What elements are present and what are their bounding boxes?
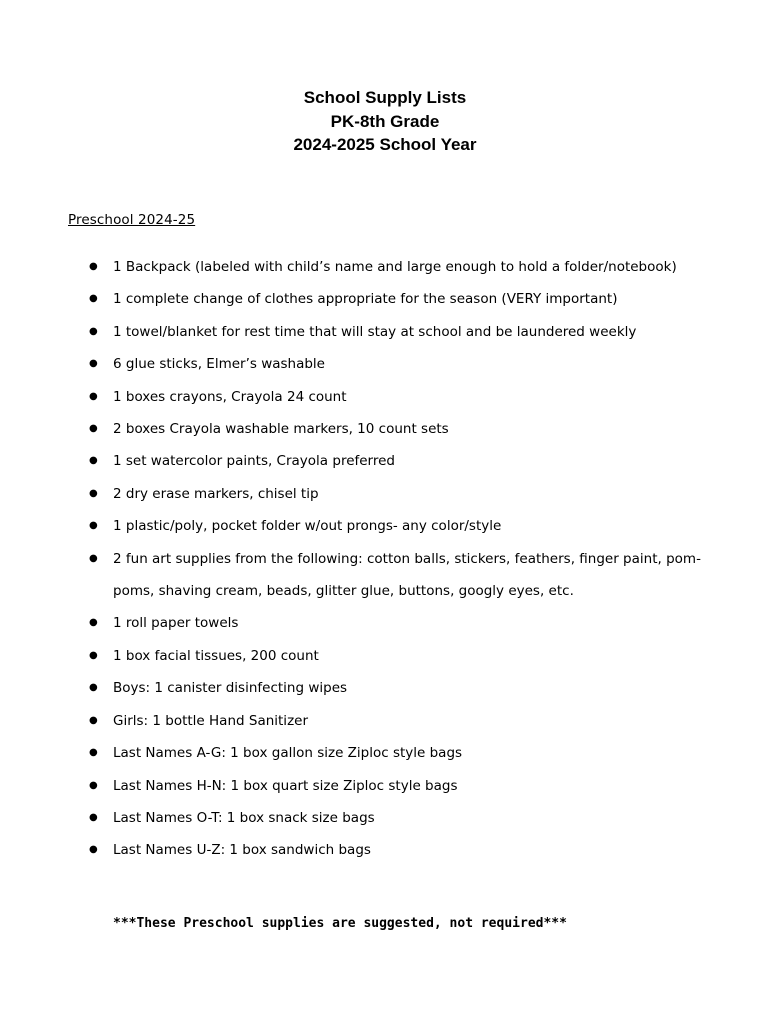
list-item-text: 1 roll paper towels — [113, 615, 239, 632]
bullet-dot-icon: ● — [89, 390, 98, 402]
list-item-text: Boys: 1 canister disinfecting wipes — [113, 680, 348, 697]
list-item-text: 2 dry erase markers, chisel tip — [113, 485, 319, 502]
list-item-text: 1 Backpack (labeled with child’s name and large enough to hold a folder/notebook) — [113, 259, 677, 275]
list-item — [0, 640, 770, 672]
header-school-year: 2024-2025 School Year — [293, 135, 477, 154]
list-item-text: Last Names O-T: 1 box snack size bags — [113, 809, 375, 826]
bullet-dot-icon: ● — [89, 325, 98, 337]
list-item-text: Last Names H-N: 1 box quart size Ziploc style bags — [113, 777, 458, 794]
list-item-text: 1 box facial tissues, 200 count — [113, 647, 319, 664]
list-item-text: Girls: 1 bottle Hand Sanitizer — [113, 712, 309, 729]
bullet-dot-icon: ● — [89, 682, 98, 694]
list-item-text: 1 boxes crayons, Crayola 24 count — [113, 388, 347, 405]
list-item — [0, 413, 770, 445]
bullet-dot-icon: ● — [89, 455, 98, 467]
bullet-dot-icon: ● — [89, 261, 98, 272]
list-item — [0, 834, 770, 866]
header-title: School Supply Lists — [303, 88, 467, 107]
list-item-text: 1 set watercolor paints, Crayola preferred — [113, 453, 396, 470]
list-item — [0, 705, 770, 737]
list-item-text: 2 boxes Crayola washable markers, 10 count sets — [113, 421, 449, 438]
list-item — [0, 251, 770, 283]
bullet-dot-icon: ● — [89, 358, 98, 370]
bullet-dot-icon: ● — [89, 293, 98, 305]
list-item — [0, 672, 770, 704]
header-grade-range: PK-8th Grade — [330, 111, 440, 131]
bullet-dot-icon: ● — [89, 747, 98, 759]
list-item — [0, 283, 770, 315]
list-item — [0, 543, 770, 608]
document-header — [0, 86, 770, 157]
list-item-text: 1 complete change of clothes appropriate for the season (VERY important) — [113, 291, 618, 308]
bullet-dot-icon: ● — [89, 520, 98, 532]
footer-note: ***These Preschool supplies are suggested, not required*** — [113, 916, 567, 931]
list-item-text: Last Names A-G: 1 box gallon size Ziploc style bags — [113, 745, 463, 762]
list-item — [0, 316, 770, 348]
list-item — [0, 510, 770, 542]
bullet-dot-icon: ● — [89, 552, 98, 564]
section-title-preschool: Preschool 2024-25 — [68, 212, 196, 228]
list-item-text: 1 plastic/poly, pocket folder w/out prongs- any color/style — [113, 518, 502, 535]
bullet-dot-icon: ● — [89, 844, 98, 856]
list-item — [0, 770, 770, 802]
bullet-dot-icon: ● — [89, 487, 98, 499]
list-item-text: 1 towel/blanket for rest time that will stay at school and be laundered weekly — [113, 323, 637, 340]
list-item — [0, 802, 770, 834]
list-item-text: Last Names U-Z: 1 box sandwich bags — [113, 842, 371, 859]
list-item — [0, 445, 770, 477]
list-item — [0, 607, 770, 639]
list-item — [0, 348, 770, 380]
bullet-dot-icon: ● — [89, 649, 98, 661]
bullet-dot-icon: ● — [89, 779, 98, 791]
supply-list — [0, 251, 770, 867]
list-item-text: 2 fun art supplies from the following: cotton balls, stickers, feathers, finger paint, pom-poms, shaving cream, beads, glitter glue, buttons, googly eyes, etc. — [113, 550, 701, 600]
bullet-dot-icon: ● — [89, 714, 98, 726]
list-item — [0, 737, 770, 769]
list-item-text: 6 glue sticks, Elmer’s washable — [113, 356, 325, 373]
bullet-dot-icon: ● — [89, 423, 98, 435]
bullet-dot-icon: ● — [89, 617, 98, 629]
bullet-dot-icon: ● — [89, 811, 98, 823]
list-item — [0, 381, 770, 413]
list-item — [0, 478, 770, 510]
